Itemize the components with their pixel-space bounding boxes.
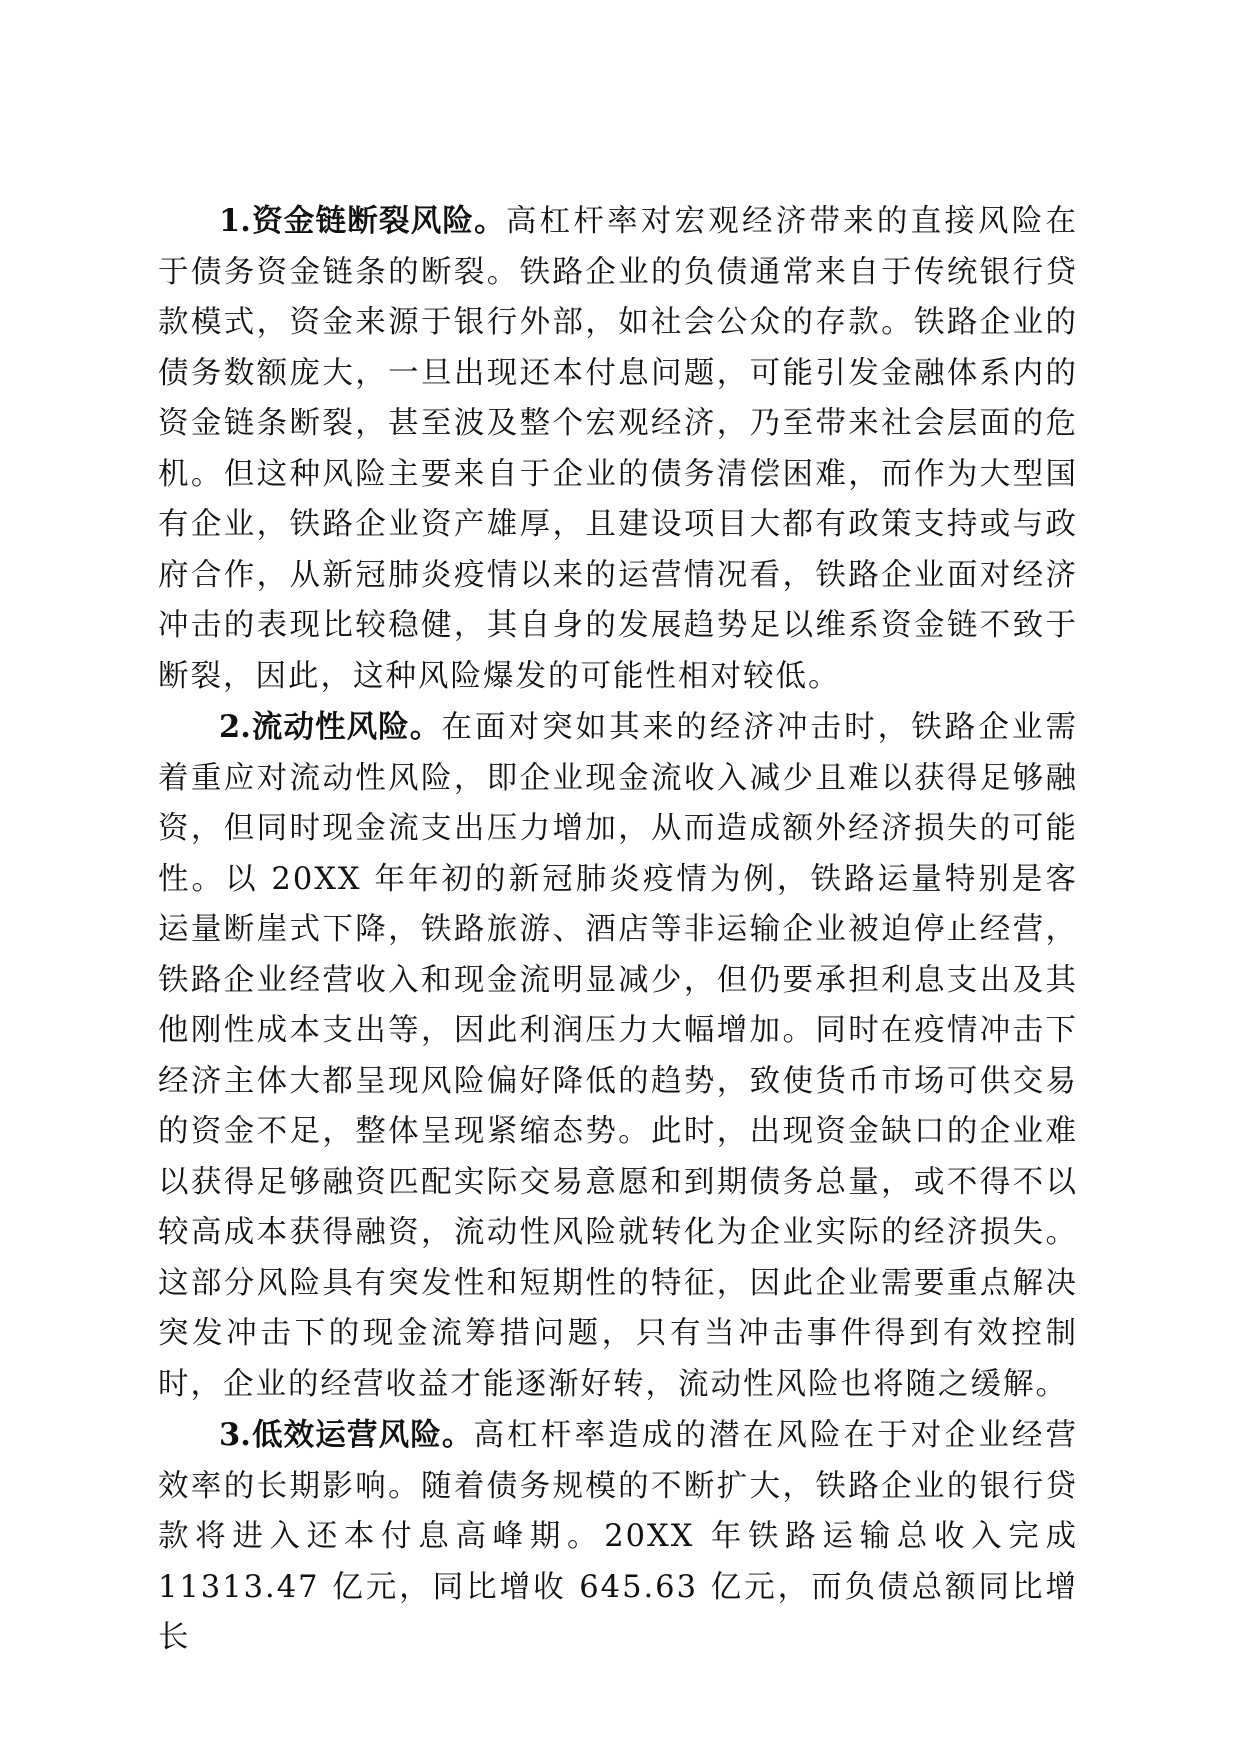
paragraph-capital-chain-risk bbox=[158, 196, 1078, 702]
paragraph-heading: 2.流动性风险。 bbox=[219, 709, 442, 745]
paragraph-body: 高杠杆率对宏观经济带来的直接风险在于债务资金链条的断裂。铁路企业的负债通常来自于传统银行贷款模式，资金来源于银行外部，如社会公众的存款。铁路企业的债务数额庞大，一旦出现还本付息问题，可能引发金融体系内的资金链条断裂，甚至波及整个宏观经济，乃至带来社会层面的危机。但这种风险主要来自于企业的债务清偿困难，而作为大型国有企业，铁路企业资产雄厚，且建设项目大都有政策支持或与政府合作，从新冠肺炎疫情以来的运营情况看，铁路企业面对经济冲击的表现比较稳健，其自身的发展趋势足以维系资金链不致于断裂，因此，这种风险爆发的可能性相对较低。 bbox=[158, 204, 1079, 694]
paragraph-heading: 1.资金链断裂风险。 bbox=[219, 203, 506, 239]
document-page bbox=[158, 196, 1078, 1664]
paragraph-liquidity-risk bbox=[158, 702, 1078, 1410]
paragraph-body: 高杠杆率造成的潜在风险在于对企业经营效率的长期影响。随着债务规模的不断扩大，铁路企业的银行贷款将进入还本付息高峰期。20XX 年铁路运输总收入完成 11313.47 亿元，同比增收 645.63 亿元，而负债总额同比增长 bbox=[158, 1418, 1079, 1655]
paragraph-heading: 3.低效运营风险。 bbox=[219, 1417, 474, 1453]
paragraph-inefficient-operation-risk bbox=[158, 1410, 1078, 1664]
paragraph-body: 在面对突如其来的经济冲击时，铁路企业需着重应对流动性风险，即企业现金流收入减少且难以获得足够融资，但同时现金流支出压力增加，从而造成额外经济损失的可能性。以 20XX 年年初的新冠肺炎疫情为例，铁路运量特别是客运量断崖式下降，铁路旅游、酒店等非运输企业被迫停止经营，铁路企业经营收入和现金流明显减少，但仍要承担利息支出及其他刚性成本支出等，因此利润压力大幅增加。同时在疫情冲击下经济主体大都呈现风险偏好降低的趋势，致使货币市场可供交易的资金不足，整体呈现紧缩态势。此时，出现资金缺口的企业难以获得足够融资匹配实际交易意愿和到期债务总量，或不得不以较高成本获得融资，流动性风险就转化为企业实际的经济损失。这部分风险具有突发性和短期性的特征，因此企业需要重点解决突发冲击下的现金流筹措问题，只有当冲击事件得到有效控制时，企业的经营收益才能逐渐好转，流动性风险也将随之缓解。 bbox=[158, 710, 1079, 1402]
